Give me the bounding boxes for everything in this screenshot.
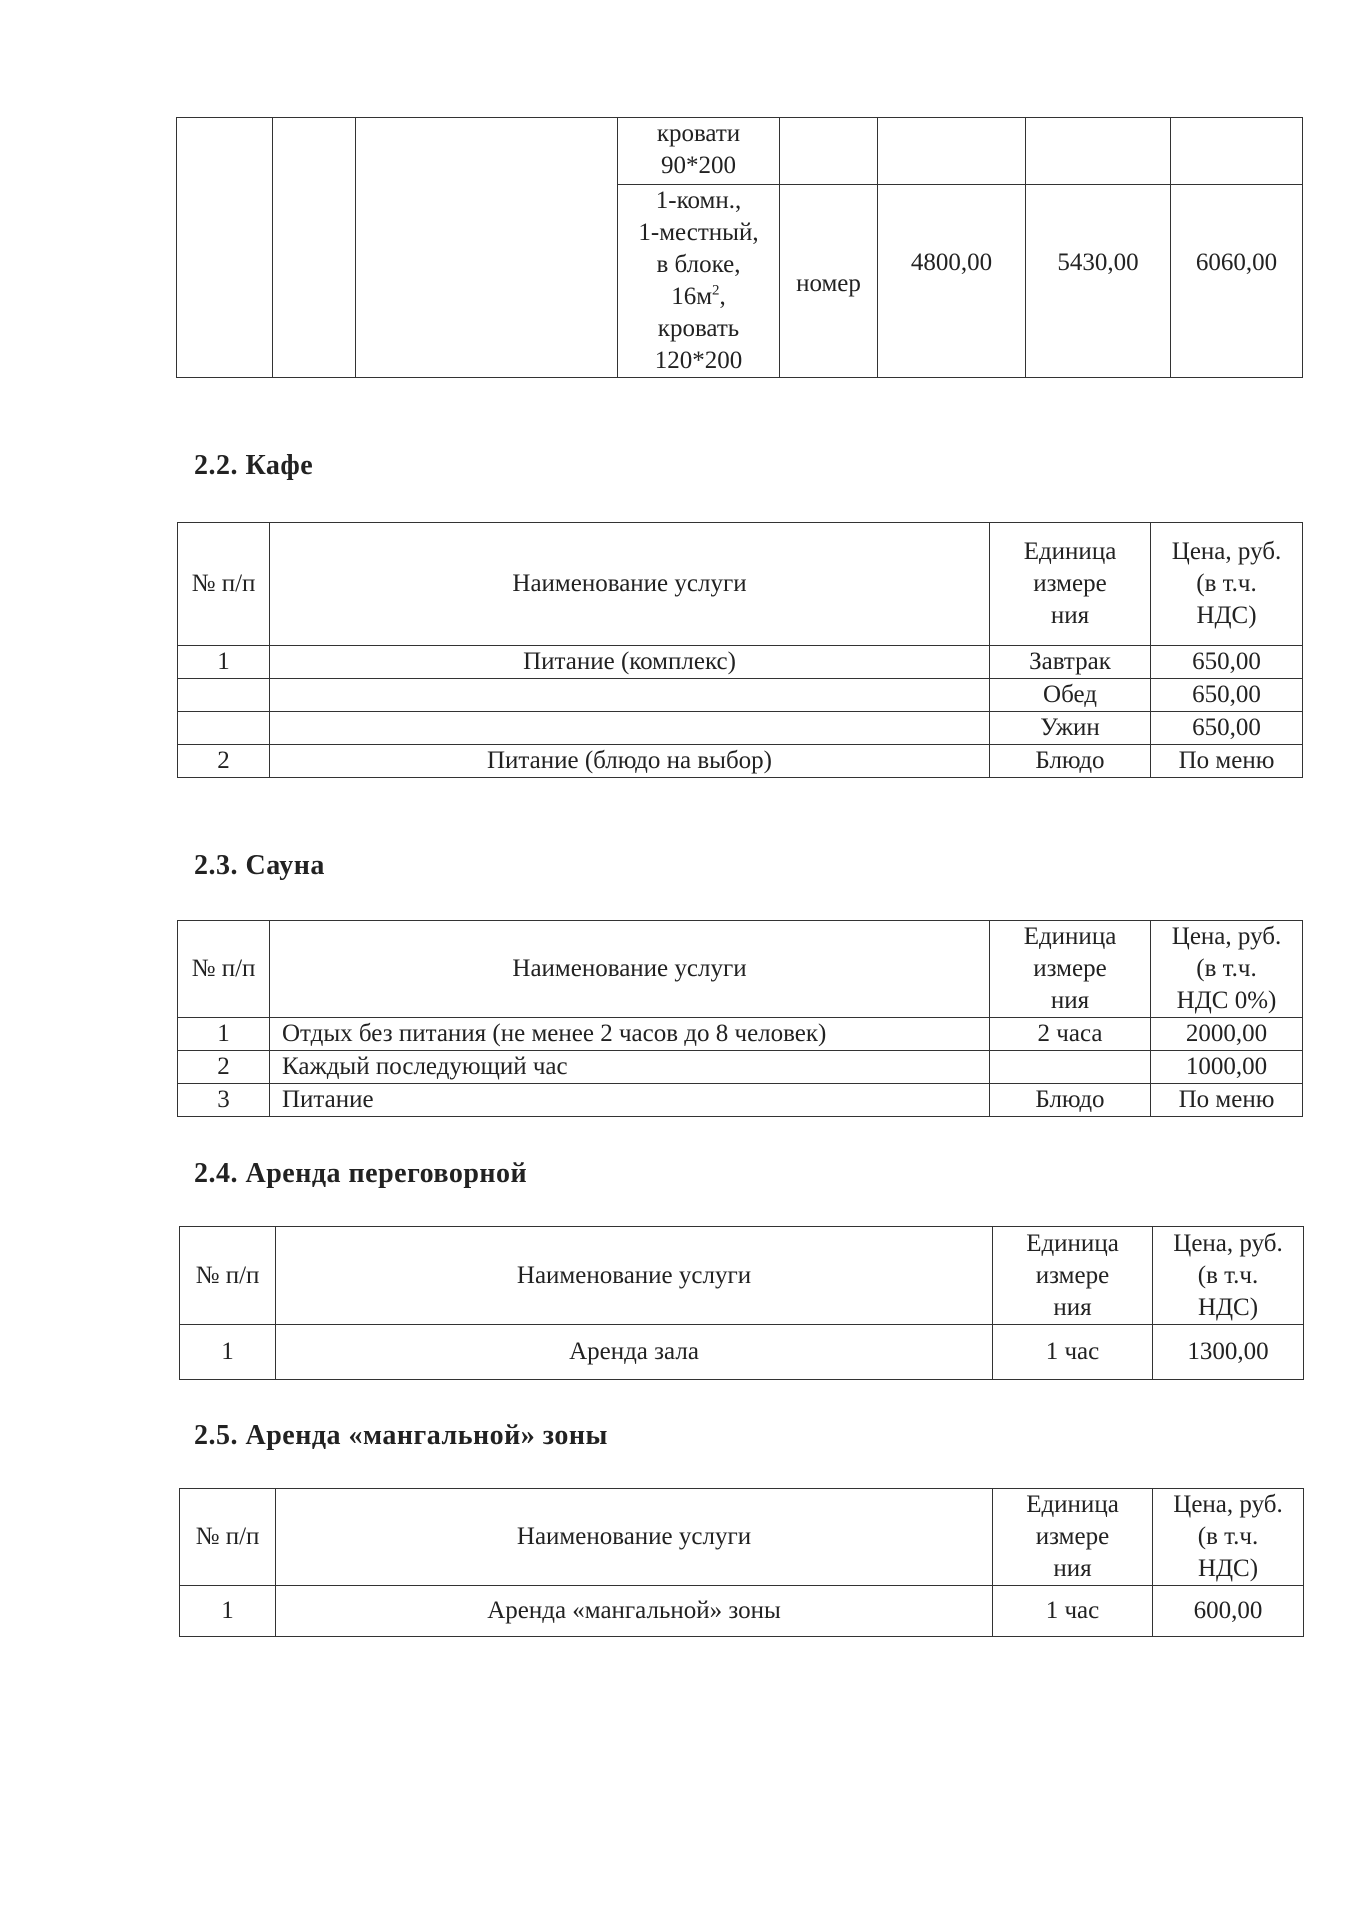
- col-header-num: № п/п: [178, 921, 270, 1018]
- price-cell: 5430,00: [1026, 185, 1171, 378]
- col-header-num: № п/п: [180, 1227, 276, 1325]
- col-header-unit: Единица измере ния: [993, 1227, 1153, 1325]
- table-row: 2 Каждый последующий час 1000,00: [178, 1051, 1303, 1084]
- bbq-zone-table: [179, 1488, 1304, 1637]
- price-cell: 6060,00: [1171, 185, 1303, 378]
- table-row: Обед 650,00: [178, 679, 1303, 712]
- col-header-name: Наименование услуги: [276, 1227, 993, 1325]
- table-row: 2 Питание (блюдо на выбор) Блюдо По меню: [178, 745, 1303, 778]
- table-header-row: [180, 1227, 1304, 1325]
- meeting-room-table: [179, 1226, 1304, 1380]
- section-title-bbq-zone: 2.5. Аренда «мангальной» зоны: [194, 1420, 608, 1451]
- section-title-cafe: 2.2. Кафе: [194, 450, 314, 481]
- col-header-name: Наименование услуги: [270, 523, 990, 646]
- room-description: кровати 90*200: [618, 118, 780, 185]
- table-row: 3 Питание Блюдо По меню: [178, 1084, 1303, 1117]
- col-header-unit: Единица измере ния: [990, 921, 1151, 1018]
- table-row: 1 Аренда зала 1 час 1300,00: [180, 1325, 1304, 1380]
- table-row: 1 Отдых без питания (не менее 2 часов до 8 человек) 2 часа 2000,00: [178, 1018, 1303, 1051]
- col-header-num: № п/п: [180, 1489, 276, 1586]
- table-row: [177, 118, 1303, 185]
- table-header-row: [180, 1489, 1304, 1586]
- col-header-name: Наименование услуги: [270, 921, 990, 1018]
- table-row: 1 Аренда «мангальной» зоны 1 час 600,00: [180, 1586, 1304, 1637]
- sauna-table: [177, 920, 1303, 1117]
- section-title-meeting-room: 2.4. Аренда переговорной: [194, 1158, 528, 1189]
- table-row: 1 Питание (комплекс) Завтрак 650,00: [178, 646, 1303, 679]
- cafe-table: [177, 522, 1303, 778]
- price-cell: 4800,00: [878, 185, 1026, 378]
- col-header-price: Цена, руб. (в т.ч. НДС 0%): [1151, 921, 1303, 1018]
- table-header-row: [178, 523, 1303, 646]
- section-title-sauna: 2.3. Сауна: [194, 850, 325, 881]
- col-header-num: № п/п: [178, 523, 270, 646]
- col-header-name: Наименование услуги: [276, 1489, 993, 1586]
- unit-cell: номер: [780, 185, 878, 378]
- table-row: Ужин 650,00: [178, 712, 1303, 745]
- col-header-price: Цена, руб. (в т.ч. НДС): [1151, 523, 1303, 646]
- col-header-price: Цена, руб. (в т.ч. НДС): [1153, 1489, 1304, 1586]
- room-description: 1-комн., 1-местный, в блоке, $16м^2$, кровать 120*200: [618, 185, 780, 378]
- col-header-unit: Единица измере ния: [990, 523, 1151, 646]
- room-price-table-continuation: [176, 117, 1303, 378]
- table-header-row: [178, 921, 1303, 1018]
- col-header-unit: Единица измере ния: [993, 1489, 1153, 1586]
- col-header-price: Цена, руб. (в т.ч. НДС): [1153, 1227, 1304, 1325]
